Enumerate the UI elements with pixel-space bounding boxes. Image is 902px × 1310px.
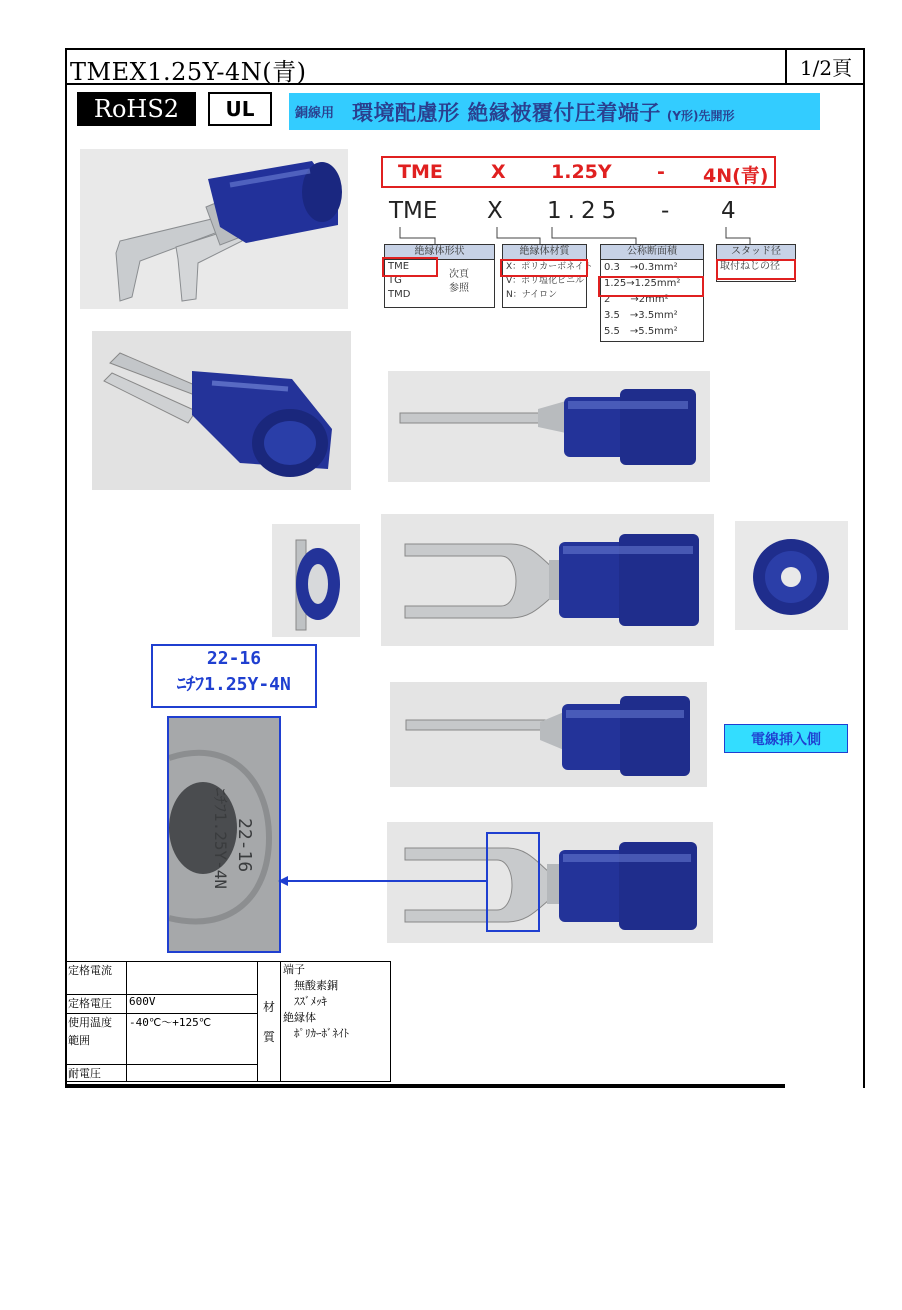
photo-angled-view xyxy=(80,149,348,309)
engraved-text-1: 22-16 xyxy=(234,818,255,873)
material-item: V：ポリ塩化ビニル xyxy=(506,276,585,286)
material-vertical-label xyxy=(258,962,281,1082)
stud-spec-header: スタッド径 xyxy=(717,245,795,260)
area-item: 0.3 →0.3mm² xyxy=(604,262,678,273)
marking-label-line2: ﾆﾁﾌ1.25Y-4N xyxy=(177,674,291,695)
material-line: 無酸素銅 xyxy=(283,979,338,992)
ul-badge: UL xyxy=(208,92,272,126)
temp-value: -40℃～+125℃ xyxy=(127,1014,258,1065)
terminal-front-drawing xyxy=(735,521,848,630)
model-part-dash: - xyxy=(661,198,670,224)
withstand-value xyxy=(127,1065,258,1082)
area-item: 5.5 →5.5mm² xyxy=(604,326,678,337)
rated-current-label: 定格電流 xyxy=(66,962,127,995)
shape-item: TG xyxy=(388,275,402,286)
area-item: 2 →2mm² xyxy=(604,294,669,305)
highlight-area xyxy=(598,276,704,297)
closeup-drawing xyxy=(169,718,279,951)
terminal-end-small-drawing xyxy=(272,524,360,637)
photo-end-view-front xyxy=(735,521,848,630)
rated-current-value xyxy=(127,962,258,995)
area-item: 3.5 →3.5mm² xyxy=(604,310,678,321)
material-label-1: 材 xyxy=(262,999,275,1014)
temp-label xyxy=(66,1014,127,1065)
material-line: 絶縁体 xyxy=(283,1011,316,1024)
photo-end-view-small xyxy=(272,524,360,637)
shape-note: 参照 xyxy=(449,283,469,294)
terminal-end-angled-drawing xyxy=(92,331,351,490)
rohs-badge: RoHS2 xyxy=(77,92,196,126)
page-number: 1/2頁 xyxy=(785,48,865,85)
model-part-stud: 4 xyxy=(721,198,736,224)
material-item: X：ポリカーボネイト xyxy=(506,262,593,272)
code-part-stud: 4N(青) xyxy=(703,165,769,187)
area-spec-header: 公称断面積 xyxy=(601,245,703,260)
code-part-series: TME xyxy=(398,161,443,183)
marking-label xyxy=(151,644,317,708)
marking-label-line1: 22-16 xyxy=(206,648,262,669)
material-line: ｽｽﾞﾒｯｷ xyxy=(283,995,327,1008)
terminal-side-drawing xyxy=(388,371,710,482)
code-part-material: X xyxy=(491,161,506,183)
shape-item: TME xyxy=(388,261,410,272)
banner-title: 環境配慮形 絶縁被覆付圧着端子 xyxy=(352,100,661,125)
rated-voltage-value: 600V xyxy=(127,995,258,1014)
banner-prefix: 銅線用 xyxy=(295,106,335,121)
code-part-dash: - xyxy=(657,161,665,183)
photo-top-view xyxy=(381,514,714,646)
photo-side-view xyxy=(388,371,710,482)
highlight-stud xyxy=(716,259,796,280)
temp-label-1: 使用温度 xyxy=(68,1016,112,1029)
terminal-side-2-drawing xyxy=(390,682,707,787)
engraved-text-2: ﾆﾁﾌ1.25Y-4N xyxy=(211,788,230,890)
shape-note: 次頁 xyxy=(449,269,469,280)
material-spec-header: 絶縁体材質 xyxy=(503,245,586,260)
material-label-2: 質 xyxy=(262,1029,275,1044)
model-part-series: TME xyxy=(389,198,438,224)
area-item: 1.25→1.25mm² xyxy=(604,278,681,289)
material-line: 端子 xyxy=(283,963,305,976)
photo-marking-closeup xyxy=(167,716,281,953)
page-title: TMEX1.25Y-4N(青) xyxy=(70,58,307,86)
model-part-material: X xyxy=(487,198,503,224)
stud-item: 取付ねじの径 xyxy=(720,261,780,272)
marking-location-highlight xyxy=(486,832,540,932)
material-details xyxy=(281,962,391,1082)
arrow-icon xyxy=(276,874,488,888)
shape-item: TMD xyxy=(388,289,411,300)
banner-suffix: (Y形)先開形 xyxy=(666,109,735,123)
shape-spec-header: 絶縁体形状 xyxy=(385,245,494,260)
terminal-angled-drawing xyxy=(80,149,348,309)
highlight-material xyxy=(500,259,593,277)
code-part-size: 1.25Y xyxy=(551,161,612,183)
highlight-tme xyxy=(382,257,438,277)
material-item: N：ナイロン xyxy=(506,290,558,300)
bottom-rule xyxy=(65,1084,785,1088)
terminal-top-drawing xyxy=(381,514,714,646)
model-part-size: 1.25 xyxy=(547,198,623,224)
product-banner xyxy=(289,93,820,130)
material-line: ﾎﾟﾘｶｰﾎﾞﾈｲﾄ xyxy=(283,1027,349,1040)
photo-end-angled-view xyxy=(92,331,351,490)
temp-label-2: 範囲 xyxy=(68,1034,90,1047)
rated-voltage-label: 定格電圧 xyxy=(66,995,127,1014)
wire-insert-side-label: 電線挿入側 xyxy=(724,724,848,753)
photo-side-view-2 xyxy=(390,682,707,787)
withstand-label: 耐電圧 xyxy=(66,1065,127,1082)
spec-table xyxy=(65,961,391,1082)
